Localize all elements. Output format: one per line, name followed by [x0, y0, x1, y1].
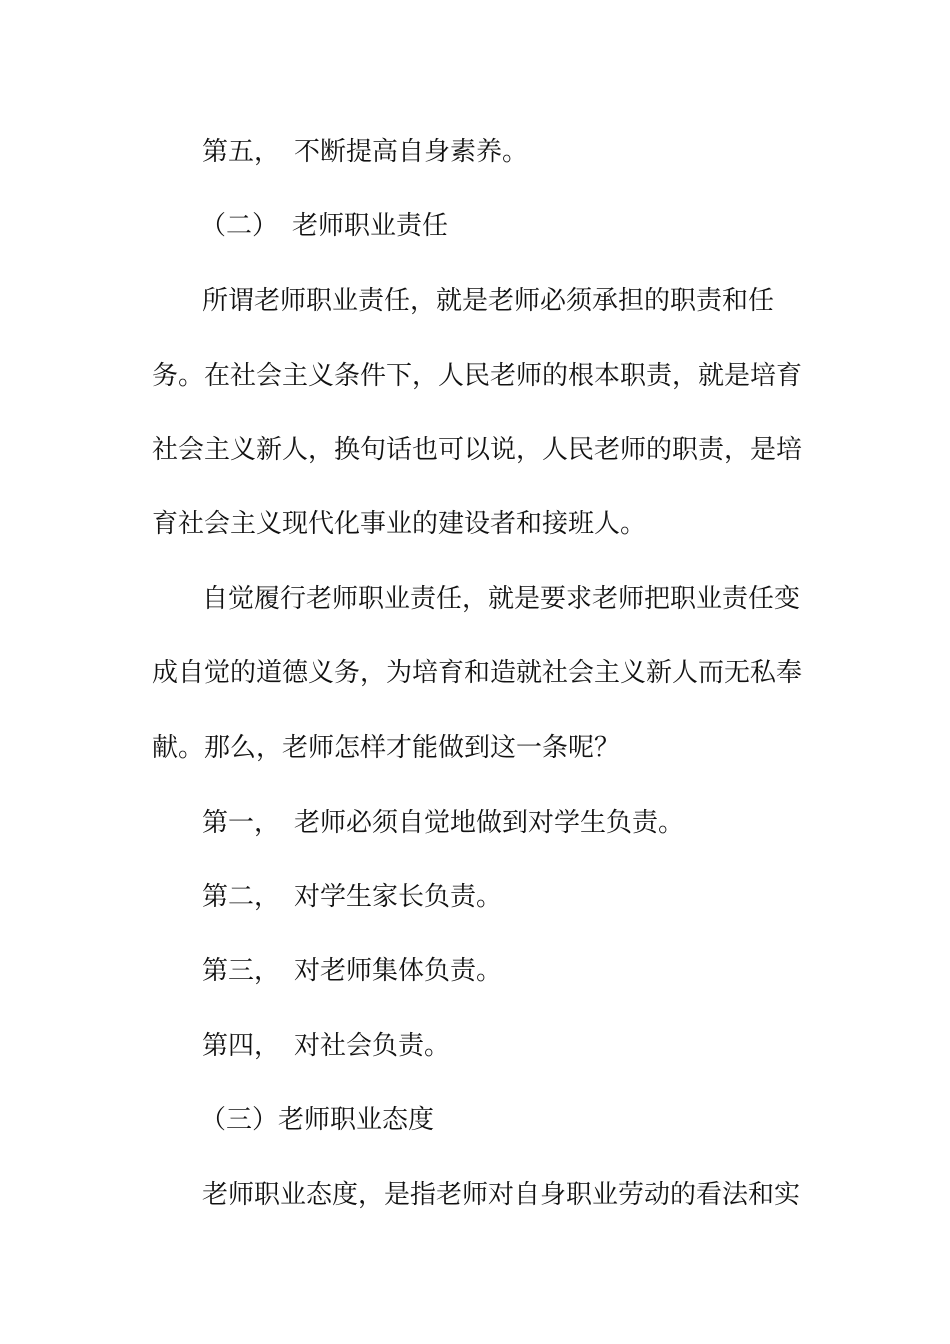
paragraph-line: 育社会主义现代化事业的建设者和接班人。 [152, 509, 647, 539]
item-label: 第二， [202, 882, 281, 912]
paragraph-line: 所谓老师职业责任，就是老师必须承担的职责和任 [202, 286, 775, 316]
list-item-fourth [202, 1028, 450, 1064]
list-item-third [202, 953, 502, 989]
item-text: 对学生家长负责。 [294, 882, 503, 912]
item-text: 不断提高自身素养。 [294, 137, 529, 167]
section-heading-3: （三）老师职业态度 [200, 1105, 435, 1135]
item-label: 第四， [202, 1031, 281, 1061]
paragraph-line: 老师职业态度，是指老师对自身职业劳动的看法和实 [202, 1180, 801, 1210]
paragraph-line: 务。在社会主义条件下，人民老师的根本职责，就是培育 [152, 361, 803, 391]
paragraph-line: 社会主义新人，换句话也可以说，人民老师的职责，是培 [152, 435, 803, 465]
paragraph-line: 自觉履行老师职业责任，就是要求老师把职业责任变 [202, 584, 801, 614]
paragraph-line: 献。那么，老师怎样才能做到这一条呢？ [152, 733, 621, 763]
paragraph-line: 成自觉的道德义务，为培育和造就社会主义新人而无私奉 [152, 658, 803, 688]
list-item-first [202, 805, 684, 841]
list-item-fifth [202, 134, 528, 170]
item-label: 第一， [202, 808, 281, 838]
section-number: （二） [200, 211, 279, 241]
item-label: 第三， [202, 956, 281, 986]
item-text: 对老师集体负责。 [294, 956, 503, 986]
list-item-second [202, 879, 502, 915]
section-title: 老师职业责任 [292, 211, 449, 241]
item-text: 对社会负责。 [294, 1031, 451, 1061]
item-label: 第五， [202, 137, 281, 167]
section-heading-2 [200, 208, 448, 244]
item-text: 老师必须自觉地做到对学生负责。 [294, 808, 685, 838]
